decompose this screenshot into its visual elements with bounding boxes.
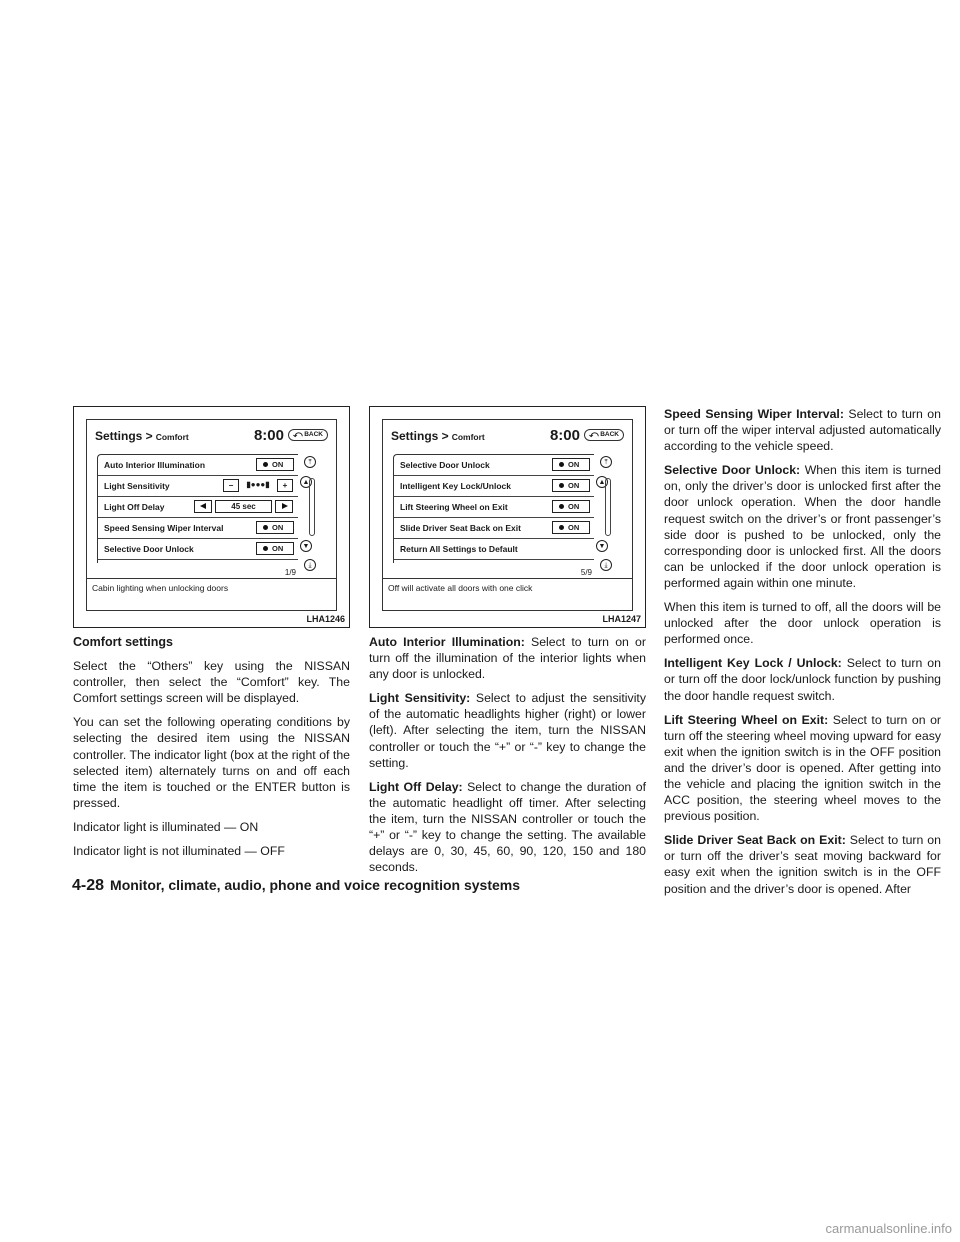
paragraph: Light Off Delay: Select to change the duration of the automatic headlight off timer. After selecting the item, turn the NISSAN controller or touch the “+” or “-” key to change the setting. The available delays are 0, 30, 45, 60, 90, 120, 150 and 180 seconds. [369, 779, 646, 875]
page-footer [72, 877, 520, 895]
list-item: Light Sensitivity − ▮●●●▮ + [98, 476, 298, 497]
list-item: Slide Driver Seat Back on Exit ON [394, 518, 594, 539]
screen-hint: Off will activate all doors with one click [383, 578, 632, 597]
page-indicator: 1/9 [284, 568, 296, 577]
on-indicator: ON [552, 500, 590, 513]
scroll-top-icon: ⤒ [600, 456, 612, 468]
watermark: carmanualsonline.info [825, 1221, 952, 1236]
list-item: Auto Interior Illumination ON [98, 455, 298, 476]
list-item: Speed Sensing Wiper Interval ON [98, 518, 298, 539]
screen-hint: Cabin lighting when unlocking doors [87, 578, 336, 597]
paragraph: Select the “Others” key using the NISSAN controller, then select the “Comfort” key. The Comfort settings screen will be displayed. [73, 659, 350, 706]
on-indicator: ON [552, 479, 590, 492]
plus-icon: + [277, 479, 293, 492]
sensitivity-level-icon: ▮●●●▮ [246, 480, 270, 489]
list-item: Selective Door Unlock ON [98, 539, 298, 560]
column-right [664, 406, 941, 905]
delay-value: 45 sec [215, 500, 272, 513]
list-item: Selective Door Unlock ON [394, 455, 594, 476]
settings-screen [86, 419, 337, 611]
on-indicator: ON [256, 542, 294, 555]
section-title: Monitor, climate, audio, phone and voice recognition systems [110, 877, 520, 893]
page-indicator: 5/9 [580, 568, 592, 577]
figure-code: LHA1247 [602, 614, 641, 624]
paragraph: Light Sensitivity: Select to adjust the sensitivity of the automatic headlights higher (right) or lower (left). After selecting the item, turn the NISSAN controller or touch the “+” or “-” key to change the setting. [369, 691, 646, 770]
figure-comfort-settings-1 [73, 406, 350, 628]
arrow-right-icon [275, 500, 293, 513]
section-heading: Comfort settings [73, 635, 173, 649]
paragraph: Indicator light is not illuminated — OFF [73, 844, 285, 859]
column-middle [369, 634, 646, 883]
figure-code: LHA1246 [306, 614, 345, 624]
paragraph: Auto Interior Illumination: Select to turn on or turn off the illumination of the interior lights when any door is unlocked. [369, 635, 646, 682]
on-indicator: ON [552, 458, 590, 471]
settings-screen [382, 419, 633, 611]
paragraph: Lift Steering Wheel on Exit: Select to turn on or turn off the steering wheel moving upward for easy exit when the ignition switch is in the OFF position and the driver’s door is opened. After getting into the vehicle and placing the ignition switch in the ACC position, the steering wheel moves to the previous position. [664, 712, 942, 824]
screen-header [93, 426, 330, 446]
screen-title: Settings > Comfort [95, 429, 189, 443]
scrollbar [605, 478, 611, 536]
settings-list [97, 454, 298, 563]
paragraph: You can set the following operating conditions by selecting the desired item using the NISSAN controller. The indicator light (box at the right of the selected item) alternately turns on and off each time the item is touched or the ENTER button is pressed. [73, 715, 350, 810]
back-button: ⤺ BACK [584, 429, 624, 441]
page-number: 4-28 [72, 877, 105, 894]
scrollbar [309, 478, 315, 536]
clock: 8:00 [253, 427, 284, 444]
scroll-top-icon: ⤒ [304, 456, 316, 468]
paragraph: Selective Door Unlock: When this item is turned on, only the driver’s door is unlocked first after the door unlock operation. When the door handle request switch on the driver’s or front passenger’s side door is pushed to be unlocked, only the corresponding door is unlocked first. All the doors can be unlocked if the door unlock operation is performed again within one minute. [664, 463, 942, 590]
list-item: Return All Settings to Default [394, 539, 594, 560]
settings-list [393, 454, 594, 563]
paragraph: Speed Sensing Wiper Interval: Select to turn on or turn off the wiper interval adjusted automatically according to the vehicle speed. [664, 407, 941, 454]
screen-header [389, 426, 626, 446]
column-left [73, 634, 350, 867]
paragraph: Slide Driver Seat Back on Exit: Select to turn on or turn off the driver’s seat moving backward for easy exit when the ignition switch is in the OFF position and the driver’s door is opened. After [664, 833, 941, 896]
on-indicator: ON [256, 521, 294, 534]
list-item: Light Off Delay 45 sec [98, 497, 298, 518]
arrow-left-icon [194, 500, 212, 513]
screen-title: Settings > Comfort [391, 429, 485, 443]
scroll-down-icon: ▼ [300, 540, 312, 552]
paragraph: When this item is turned to off, all the doors will be unlocked after the door unlock operation is performed once. [664, 600, 941, 647]
figure-comfort-settings-2 [369, 406, 646, 628]
clock: 8:00 [549, 427, 580, 444]
paragraph: Intelligent Key Lock / Unlock: Select to turn on or turn off the door lock/unlock function by pushing the door handle request switch. [664, 656, 941, 703]
on-indicator: ON [256, 458, 294, 471]
scroll-up-icon: ▲ [596, 476, 608, 488]
list-item: Lift Steering Wheel on Exit ON [394, 497, 594, 518]
on-indicator: ON [552, 521, 590, 534]
list-item: Intelligent Key Lock/Unlock ON [394, 476, 594, 497]
scroll-down-icon: ▼ [596, 540, 608, 552]
scroll-bottom-icon: ⤓ [304, 559, 316, 571]
minus-icon: − [223, 479, 239, 492]
back-button: ⤺ BACK [288, 429, 328, 441]
scroll-up-icon: ▲ [300, 476, 312, 488]
scroll-bottom-icon: ⤓ [600, 559, 612, 571]
paragraph: Indicator light is illuminated — ON [73, 819, 259, 834]
